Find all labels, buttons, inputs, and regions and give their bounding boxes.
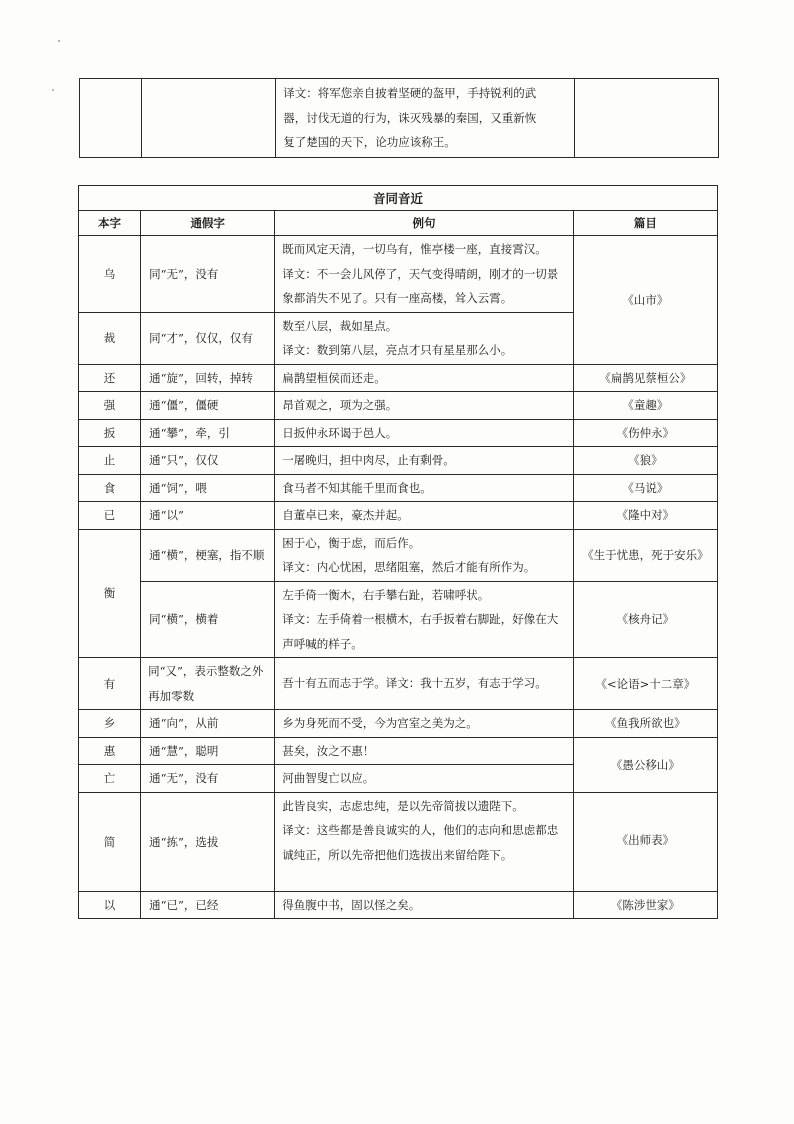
example-cell: 甚矣，汝之不惠！: [275, 737, 573, 765]
char-cell: 裁: [79, 312, 141, 364]
example-cell: 得鱼腹中书，固以怪之矣。: [275, 891, 573, 919]
empty-cell: [142, 79, 276, 158]
table-row: [79, 447, 718, 475]
table-row: [79, 364, 718, 392]
table-row: [79, 419, 718, 447]
example-cell: 扁鹊望桓侯而还走。: [275, 364, 573, 392]
tongjia-cell: 同“横”，横着: [141, 581, 275, 658]
header-row: [79, 211, 718, 236]
table-row: [79, 236, 718, 313]
tongjia-cell: 通“慧”，聪明: [141, 737, 275, 765]
char-cell: 乡: [79, 710, 141, 738]
tongjia-cell: 通“向”，从前: [141, 710, 275, 738]
char-cell: 以: [79, 891, 141, 919]
example-line: 诚纯正，所以先帝把他们选拔出来留给陛下。: [282, 847, 513, 862]
table-row: [79, 891, 718, 919]
char-cell: 还: [79, 364, 141, 392]
source-cell: 《隆中对》: [573, 502, 717, 530]
example-line: 左手倚一衡木，右手攀右趾，若啸呼状。: [282, 587, 490, 602]
char-cell: 有: [79, 658, 141, 710]
tongjia-cell: [141, 658, 275, 710]
example-line: 译文：将军您亲自披着坚硬的盔甲，手持锐利的武: [283, 86, 537, 101]
tongjia-cell: 通“已”，已经: [141, 891, 275, 919]
tongjia-cell: 通“只”，仅仅: [141, 447, 275, 475]
example-line: 译文：这些都是善良诚实的人，他们的志向和思虑都忠: [282, 823, 559, 837]
example-cell: [275, 236, 573, 313]
tongjia-cell: 通“旋”，回转，掉转: [141, 364, 275, 392]
table-row: [79, 474, 718, 502]
scan-dot: [58, 40, 60, 42]
example-cell: 一屠晚归，担中肉尽，止有剩骨。: [275, 447, 573, 475]
source-cell: 《伤仲永》: [573, 419, 717, 447]
scan-dot: [52, 89, 54, 91]
example-line: 困于心，衡于虑，而后作。: [282, 535, 421, 550]
table-row: [79, 581, 718, 658]
char-cell: 亡: [79, 765, 141, 793]
char-cell: 已: [79, 502, 141, 530]
header-liju: 例句: [275, 211, 573, 236]
table-row: [79, 658, 718, 710]
example-cell: [276, 79, 574, 158]
char-cell: 乌: [79, 236, 141, 313]
table-title: 音同音近: [79, 186, 718, 211]
char-cell: 简: [79, 792, 141, 891]
tongjia-line: 再加零数: [148, 688, 195, 703]
table-row: [79, 392, 718, 420]
char-cell: 止: [79, 447, 141, 475]
table-row: [79, 792, 718, 891]
table-row: [80, 79, 719, 158]
example-cell: 日扳仲永环谒于邑人。: [275, 419, 573, 447]
source-cell: 《童趣》: [573, 392, 717, 420]
source-cell: 《马说》: [573, 474, 717, 502]
header-benzi: 本字: [79, 211, 141, 236]
header-pianmu: 篇目: [573, 211, 717, 236]
example-line: 既而风定天清，一切乌有，惟亭楼一座，直接霄汉。: [282, 242, 547, 256]
char-cell: 惠: [79, 737, 141, 765]
tongjia-cell: 通“以”: [141, 502, 275, 530]
tongjia-cell: 通“横”，梗塞，指不顺: [141, 529, 275, 581]
table-row: [79, 529, 718, 581]
tongjia-table: [78, 185, 718, 919]
tongjia-cell: 同“才”，仅仅，仅有: [141, 312, 275, 364]
example-line: 此皆良实，志虑忠纯，是以先帝简拔以遗陛下。: [282, 798, 524, 813]
source-cell: 《<论语>十二章》: [573, 658, 717, 710]
header-tongjiazi: 通假字: [141, 211, 275, 236]
example-cell: 自董卓已来，豪杰并起。: [275, 502, 573, 530]
tongjia-cell: 通“饲”，喂: [141, 474, 275, 502]
table-row: [79, 710, 718, 738]
example-cell: 河曲智叟亡以应。: [275, 765, 573, 793]
example-cell: [275, 792, 573, 891]
source-cell: 《愚公移山》: [573, 737, 717, 792]
example-line: 译文：不一会儿风停了，天气变得晴朗，刚才的一切景: [282, 266, 559, 281]
source-cell: 《鱼我所欲也》: [573, 710, 717, 738]
source-cell: 《核舟记》: [573, 581, 717, 658]
example-cell: 食马者不知其能千里而食也。: [275, 474, 573, 502]
char-cell: 强: [79, 392, 141, 420]
char-cell: 扳: [79, 419, 141, 447]
source-cell: 《生于忧患，死于安乐》: [573, 529, 717, 581]
source-cell: 《扁鹊见蔡桓公》: [573, 364, 717, 392]
example-cell: [275, 581, 573, 658]
empty-cell: [574, 79, 718, 158]
tongjia-cell: 通“无”，没有: [141, 765, 275, 793]
table-row: [79, 737, 718, 765]
source-cell: 《山市》: [573, 236, 717, 365]
tongjia-cell: 通“拣”，选拔: [141, 792, 275, 891]
char-cell: 衡: [79, 529, 141, 658]
example-cell: 乡为身死而不受，今为宫室之美为之。: [275, 710, 573, 738]
example-line: 复了楚国的天下，论功应该称王。: [283, 135, 456, 150]
tongjia-cell: 通“攀”，牵，引: [141, 419, 275, 447]
empty-cell: [80, 79, 142, 158]
tongjia-cell: 通“僵”，僵硬: [141, 392, 275, 420]
tongjia-cell: 同“无”，没有: [141, 236, 275, 313]
example-cell: 昂首观之，项为之强。: [275, 392, 573, 420]
tongjia-line: 同“又”，表示整数之外: [148, 664, 264, 678]
example-line: 数至八层，裁如星点。: [282, 318, 398, 333]
example-line: 译文：左手倚着一根横木，右手扳着右脚趾，好像在大: [282, 612, 559, 626]
table-row: [79, 502, 718, 530]
example-cell: [275, 312, 573, 364]
example-line: 声呼喊的样子。: [282, 636, 363, 651]
source-cell: 《陈涉世家》: [573, 891, 717, 919]
continuation-table: [79, 78, 719, 158]
example-line: 译文：内心忧困，思绪阻塞，然后才能有所作为。: [282, 560, 536, 574]
char-cell: 食: [79, 474, 141, 502]
source-cell: 《出师表》: [573, 792, 717, 891]
example-line: 象都消失不见了。只有一座高楼，耸入云霄。: [282, 291, 513, 305]
source-cell: 《狼》: [573, 447, 717, 475]
example-line: 译文：数到第八层，亮点才只有星星那么小。: [282, 343, 513, 357]
example-line: 器，讨伐无道的行为，诛灭残暴的秦国，又重新恢: [283, 110, 537, 125]
example-cell: [275, 529, 573, 581]
example-cell: 吾十有五而志于学。译文：我十五岁，有志于学习。: [275, 658, 573, 710]
